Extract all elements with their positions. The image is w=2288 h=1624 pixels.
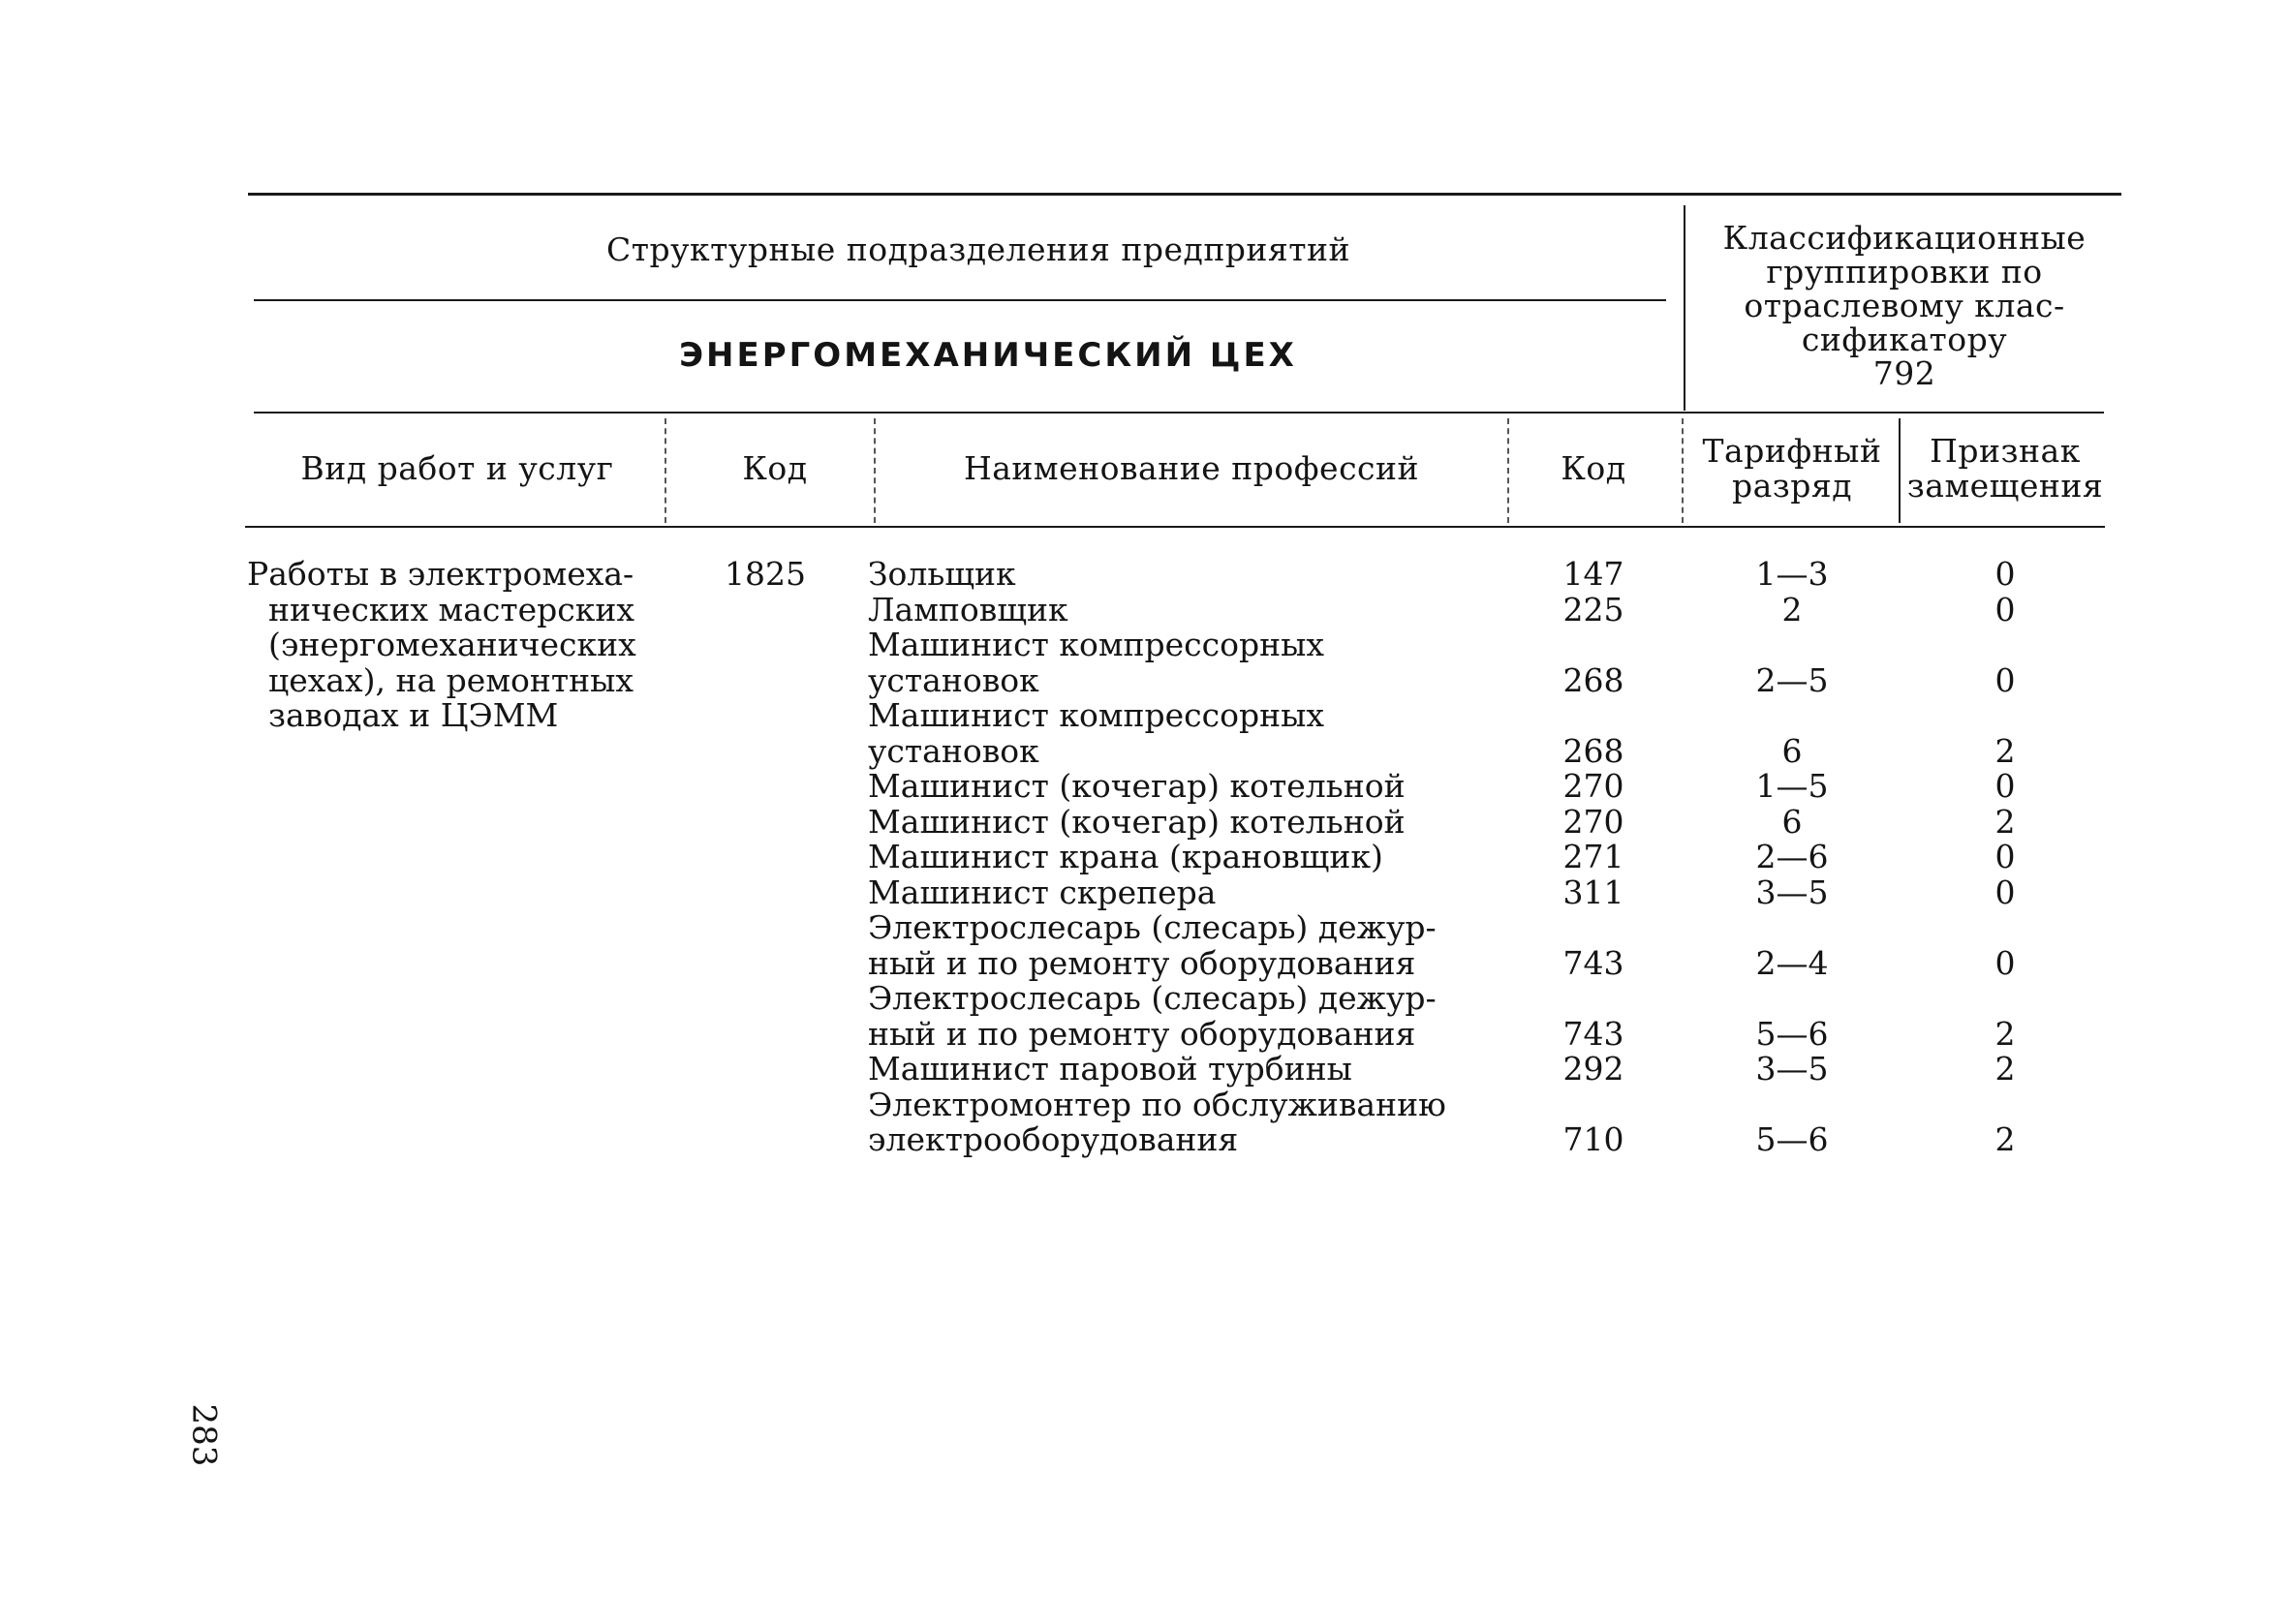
profession-name-line: Машинист компрессорных [868, 696, 1324, 734]
profession-name [868, 910, 1507, 981]
profession-code: 311 [1562, 873, 1624, 911]
tariff-grade: 6 [1781, 731, 1803, 770]
replacement-sign: 0 [1994, 590, 2016, 628]
replacement-sign: 2 [1994, 731, 2016, 770]
table-row [0, 875, 2288, 911]
table-row [0, 698, 2288, 769]
profession-name [868, 1052, 1507, 1088]
profession-name-line: Машинист паровой турбины [868, 1050, 1352, 1088]
profession-code: 147 [1562, 555, 1624, 593]
col-sep-1 [665, 418, 666, 523]
table-row [0, 1085, 2288, 1158]
profession-name [868, 875, 1507, 911]
profession-name [868, 557, 1507, 593]
profession-code: 271 [1562, 838, 1624, 875]
structural-divisions-label: Структурные подразделения предприятий [605, 230, 1350, 268]
profession-name-line: Машинист крана (крановщик) [868, 838, 1383, 875]
profession-name-line: Машинист (кочегар) котельной [868, 802, 1406, 841]
column-header-bottom-rule [245, 526, 2105, 528]
classification-line: сификатору [1801, 321, 2008, 358]
table-row [0, 981, 2288, 1052]
replacement-sign: 0 [1994, 767, 2016, 805]
tariff-grade: 3—5 [1755, 1050, 1829, 1088]
profession-name-line: ный и по ремонту оборудования [868, 943, 1416, 982]
profession-code: 225 [1562, 590, 1624, 628]
work-line: заводах и ЦЭММ [268, 696, 559, 734]
tariff-grade: 2—4 [1755, 943, 1829, 982]
profession-code: 270 [1562, 767, 1624, 805]
profession-code: 710 [1562, 1120, 1624, 1158]
profession-code: 743 [1562, 1014, 1624, 1053]
table-row [0, 628, 2288, 698]
profession-name [868, 1085, 1507, 1158]
replacement-sign: 0 [1994, 838, 2016, 875]
tariff-grade: 6 [1781, 802, 1803, 841]
replacement-sign: 0 [1994, 660, 2016, 699]
work-code: 1825 [725, 555, 806, 593]
tariff-grade: 2 [1781, 590, 1803, 628]
profession-code: 743 [1562, 943, 1624, 982]
classification-line: группировки по [1766, 253, 2043, 291]
profession-name-line: Машинист (кочегар) котельной [868, 767, 1406, 805]
tariff-grade: 5—6 [1755, 1014, 1829, 1053]
workshop-title: ЭНЕРГОМЕХАНИЧЕСКИЙ ЦЕХ [679, 336, 1297, 375]
col-tariff-line: разряд [1731, 467, 1853, 505]
table-row [0, 590, 2288, 628]
col-sep-3 [1507, 418, 1509, 523]
replacement-sign: 0 [1994, 873, 2016, 911]
profession-name [868, 840, 1507, 875]
replacement-sign: 2 [1994, 1050, 2016, 1088]
table-row [0, 910, 2288, 981]
tariff-grade: 2—6 [1755, 838, 1829, 875]
col-code-1: Код [742, 449, 808, 487]
classification-header [1701, 221, 2108, 390]
profession-name-line: Зольщик [868, 555, 1016, 593]
classification-line: 792 [1872, 354, 1936, 392]
profession-name-line: электрооборудования [868, 1120, 1239, 1158]
col-replacement-line: Признак [1930, 432, 2081, 470]
profession-name-line: Электромонтер по обслуживанию [868, 1085, 1446, 1123]
tariff-grade: 1—5 [1755, 767, 1829, 805]
col-profession: Наименование профессий [963, 449, 1420, 487]
classification-line: отраслевому клас- [1744, 287, 2065, 324]
tariff-grade: 2—5 [1755, 660, 1829, 699]
classification-line: Классификационные [1722, 219, 2087, 257]
replacement-sign: 0 [1994, 555, 2016, 593]
tariff-grade: 1—3 [1755, 555, 1829, 593]
top-rule-right [1676, 193, 2121, 196]
table-row [0, 802, 2288, 841]
work-line: цехах), на ремонтных [268, 660, 634, 699]
table-row [0, 840, 2288, 875]
tariff-grade: 5—6 [1755, 1120, 1829, 1158]
replacement-sign: 2 [1994, 802, 2016, 841]
header-bottom-rule [254, 412, 2104, 414]
replacement-sign: 2 [1994, 1120, 2016, 1158]
classification-separator [1684, 205, 1685, 411]
work-line: Работы в электромеха- [247, 555, 634, 593]
profession-name [868, 628, 1507, 698]
col-replacement [1903, 434, 2107, 504]
profession-code: 268 [1562, 660, 1624, 699]
profession-name-line: Электрослесарь (слесарь) дежур- [868, 908, 1437, 946]
col-sep-2 [874, 418, 876, 523]
table-row [0, 557, 2288, 593]
table-row [0, 769, 2288, 805]
col-sep-4 [1682, 418, 1684, 523]
profession-name-line: Машинист компрессорных [868, 626, 1324, 663]
replacement-sign: 2 [1994, 1014, 2016, 1053]
subheader-rule [254, 299, 1666, 301]
col-work-type: Вид работ и услуг [300, 449, 614, 487]
profession-name-line: Электрослесарь (слесарь) дежур- [868, 979, 1437, 1017]
profession-code: 292 [1562, 1050, 1624, 1088]
col-tariff [1685, 434, 1899, 504]
profession-name-line: ный и по ремонту оборудования [868, 1014, 1416, 1053]
profession-name [868, 590, 1507, 628]
profession-name [868, 698, 1507, 769]
profession-name-line: установок [868, 731, 1039, 770]
profession-name-line: Ламповщик [868, 590, 1068, 628]
profession-name-line: установок [868, 660, 1039, 699]
replacement-sign: 0 [1994, 943, 2016, 982]
col-code-2: Код [1561, 449, 1626, 487]
profession-name [868, 981, 1507, 1052]
col-tariff-line: Тарифный [1702, 432, 1882, 470]
profession-name [868, 769, 1507, 805]
work-line: нических мастерских [268, 590, 634, 628]
tariff-grade: 3—5 [1755, 873, 1829, 911]
profession-code: 270 [1562, 802, 1624, 841]
col-sep-5 [1899, 418, 1901, 523]
table-row [0, 1052, 2288, 1088]
page-number: 283 [184, 1403, 224, 1467]
profession-name [868, 802, 1507, 841]
profession-code: 268 [1562, 731, 1624, 770]
col-replacement-line: замещения [1906, 467, 2104, 505]
work-line: (энергомеханических [268, 626, 636, 663]
profession-name-line: Машинист скрепера [868, 873, 1217, 911]
